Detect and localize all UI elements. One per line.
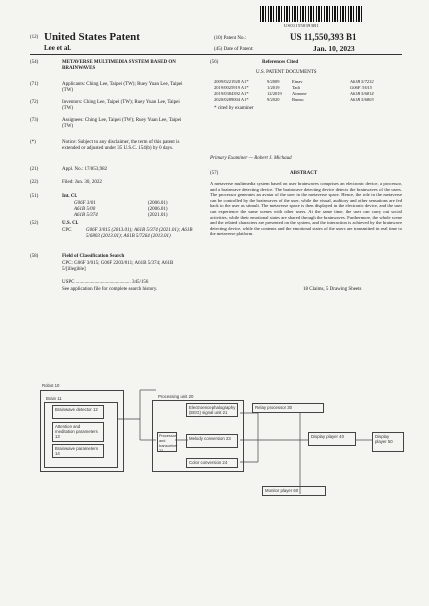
examiner: Primary Examiner — Robert J. Michaud — [210, 156, 292, 161]
notice: Notice: Subject to any disclaimer, the term of this patent is extended or adjusted under 35 U.S.C. 154(b) by 0 days. — [62, 140, 180, 151]
patent-date: Jan. 10, 2023 — [313, 44, 355, 53]
intcl-date: (2006.01) — [148, 201, 168, 206]
intcl-code: G06F 3/01 — [74, 201, 96, 206]
uscl-tag: (52) — [30, 221, 39, 226]
monitor-box — [262, 486, 326, 496]
filed-tag: (22) — [30, 180, 39, 185]
notice-tag: (*) — [30, 140, 36, 145]
display-small-label: Display player 50 — [375, 434, 393, 444]
intcl-code: A61B 5/374 — [74, 213, 98, 218]
display-label: Display player 40 — [311, 434, 344, 439]
refs-tag: (56) — [210, 60, 219, 65]
brainwave-detector-box — [52, 405, 104, 419]
cited-by: * cited by examiner — [214, 106, 254, 111]
melody-label: Melody conversion 23 — [189, 436, 231, 441]
intcl-label: Int. Cl. — [62, 194, 78, 199]
ref-date: 9/2020 — [267, 97, 280, 102]
brainwave-parameters-label: Brainwave parameters 14 — [55, 446, 98, 456]
claims-summary: 18 Claims, 5 Drawing Sheets — [303, 287, 362, 292]
appl-tag: (21) — [30, 167, 39, 172]
search-tag: (58) — [30, 254, 39, 259]
ref-num: 2019/0025919 A1* — [214, 85, 249, 90]
us-docs-label: U.S. PATENT DOCUMENTS — [256, 70, 317, 75]
ref-name: Tadi — [292, 85, 300, 90]
applicants: Applicants: Ching Lee, Taipei (TW); Ruey Yuan Lee, Taipei (TW) — [62, 82, 183, 93]
intcl-date: (2021.01) — [148, 213, 168, 218]
relay-box — [252, 403, 324, 413]
ref-num: 2020/0289004 A1* — [214, 97, 249, 102]
cpc-label: CPC — [62, 228, 72, 233]
color-label: Color conversion 24 — [189, 460, 228, 465]
ref-name: Bunsu — [292, 97, 304, 102]
intcl-code: A61B 5/00 — [74, 207, 96, 212]
color-box — [186, 458, 238, 468]
ref-class: G06F 3/015 — [350, 85, 372, 90]
search-text: CPC: G06F 3/015; G06F 2203/011; A61B 5/374; A61B 5/[illegible] — [62, 261, 174, 272]
assignees: Assignees: Ching Lee, Taipei (TW); Ruey Yuan Lee, Taipei (TW) — [62, 118, 182, 129]
processor-box — [157, 432, 177, 452]
inventors-tag: (72) — [30, 100, 39, 105]
refs-label: References Cited — [262, 60, 299, 65]
ref-class: A61B 5/7232 — [350, 79, 374, 84]
display-box — [308, 432, 356, 446]
patent-no: US 11,550,393 B1 — [290, 32, 357, 42]
ref-name: Aimone — [292, 91, 307, 96]
brain-label: Brain 11 — [46, 396, 62, 401]
inventor-short: Lee et al. — [44, 44, 72, 52]
date-tag: (45) Date of Patent: — [214, 47, 254, 52]
ref-date: 12/2019 — [267, 91, 282, 96]
assignees-tag: (73) — [30, 118, 39, 123]
ref-date: 9/2009 — [267, 79, 280, 84]
relay-label: Relay processor 30 — [255, 405, 293, 410]
monitor-label: Monitor player 60 — [265, 488, 299, 493]
title-tag: (54) — [30, 60, 39, 65]
attention-label: Attention and meditation parameters 13 — [55, 424, 98, 439]
patent-no-tag: (10) Patent No.: — [214, 36, 247, 41]
processing-unit-label: Processing unit 20 — [158, 394, 194, 399]
eeg-box — [186, 403, 238, 417]
ref-num: 2009/0221928 A1* — [214, 79, 249, 84]
processor-label: Processor and transceiver 22 — [159, 434, 178, 453]
brainwave-parameters-box — [52, 444, 104, 458]
inventors: Inventors: Ching Lee, Taipei (TW); Ruey Yuan Lee, Taipei (TW) — [62, 100, 180, 111]
eeg-label: Electroencephalography (EEG) signal unit 21 — [189, 405, 236, 415]
filed: Filed: Jun. 30, 2022 — [62, 180, 102, 185]
appl-no: Appl. No.: 17/853,982 — [62, 167, 108, 172]
ref-date: 1/2019 — [267, 85, 280, 90]
country-tag: (12) — [30, 35, 39, 40]
brainwave-detector-label: Brainwave detector 12 — [55, 407, 98, 412]
melody-box — [186, 434, 238, 448]
uspc: USPC ............................................ 345/156 — [62, 280, 149, 285]
patent-title: METAVERSE MULTIMEDIA SYSTEM BASED ON BRAINWAVES — [62, 60, 176, 71]
attention-box — [52, 422, 104, 442]
abstract-text: A metaverse multimedia system based on user brainwaves comprises an electronic device, a processor, and a brainwave detecting device. The brainwave detecting device detects the brainwaves of the users. The processor generates an avatar of the user in the metaverse space. Hence, the role in the metaverse can be controlled by the brainwaves of the user, while the visual, auditory and other sensations are fed back to the user as stimuli. The metaverse space is then displayed in the electronic device, and the user can experience the same scenes with other users. At the same time, the user can carry out social activities, while their emotional states are shared through the brainwaves. Furthermore, the whole scene and the related characters are presented on the system, and the interaction is achieved by the brainwave detecting device, while the contents and the emotional states of the users are transmitted in real time to the metaverse platform. — [210, 181, 402, 237]
intcl-tag: (51) — [30, 194, 39, 199]
applicants-tag: (71) — [30, 82, 39, 87]
display-small-box — [372, 432, 404, 452]
outer-label: Robot 10 — [42, 383, 60, 388]
cpc-text: G06F 3/015 (2013.01); A61B 5/374 (2021.01); A61B 5/6803 (2013.01); A61B 5/7264 (2013.01) — [86, 228, 193, 239]
search-label: Field of Classification Search — [62, 254, 125, 259]
doc-number-top: US011550393B1 — [284, 23, 319, 28]
uscl-label: U.S. Cl. — [62, 221, 79, 226]
ref-class: A61B 5/6814 — [350, 91, 374, 96]
country-title: United States Patent — [44, 31, 140, 43]
abstract-label: ABSTRACT — [290, 171, 318, 176]
abstract-tag: (57) — [210, 171, 219, 176]
ref-class: A61B 5/6803 — [350, 97, 374, 102]
ref-name: Einav — [292, 79, 303, 84]
see-application: See application file for complete search history. — [62, 287, 158, 292]
intcl-date: (2006.01) — [148, 207, 168, 212]
ref-num: 2019/0384392 A1* — [214, 91, 249, 96]
